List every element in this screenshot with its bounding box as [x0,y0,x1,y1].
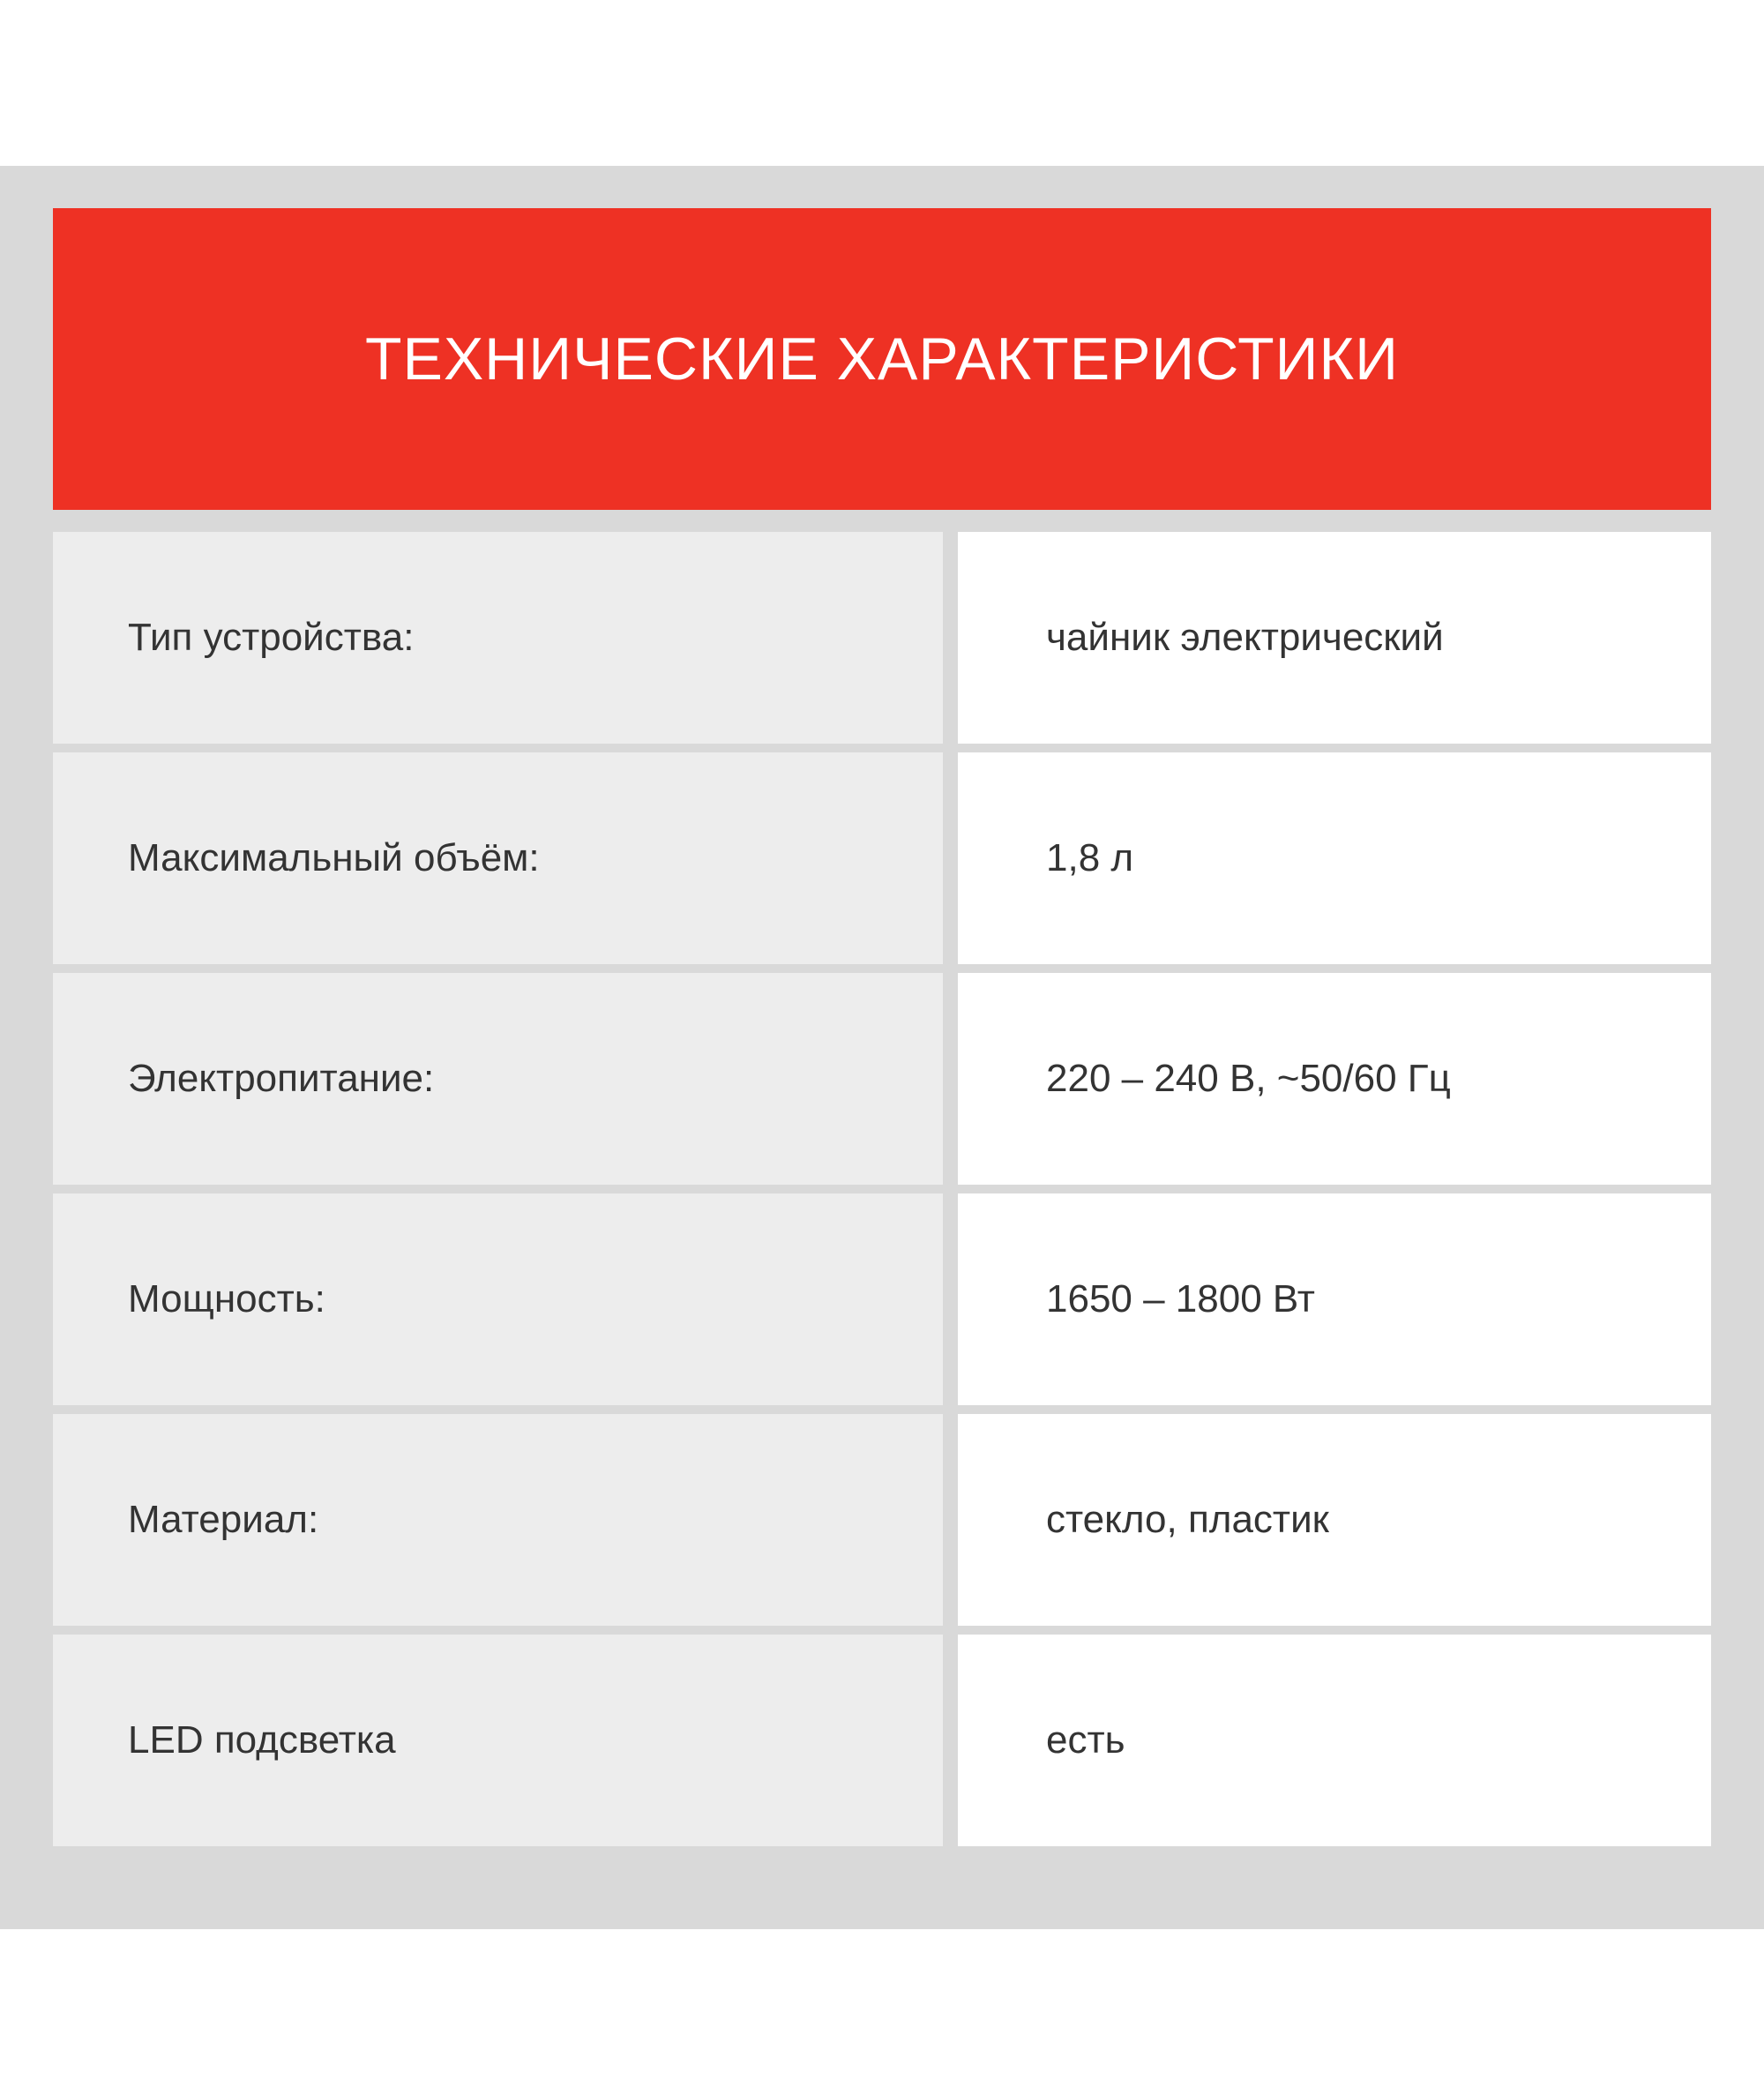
spec-label: Электропитание: [53,973,943,1185]
column-divider [943,1193,958,1405]
table-row [53,532,1711,744]
specs-table [53,532,1711,1846]
column-divider [943,973,958,1185]
page-title: ТЕХНИЧЕСКИЕ ХАРАКТЕРИСТИКИ [364,325,1400,393]
spec-label: LED подсветка [53,1635,943,1846]
spec-label: Материал: [53,1414,943,1626]
spec-value: есть [958,1635,1711,1846]
table-row [53,1635,1711,1846]
column-divider [943,532,958,744]
column-divider [943,1635,958,1846]
spec-value: 1650 – 1800 Вт [958,1193,1711,1405]
column-divider [943,1414,958,1626]
spec-value: 220 – 240 В, ~50/60 Гц [958,973,1711,1185]
table-row [53,752,1711,964]
specs-header [53,208,1711,510]
table-row [53,973,1711,1185]
column-divider [943,752,958,964]
spec-value: 1,8 л [958,752,1711,964]
table-row [53,1193,1711,1405]
specs-panel [0,166,1764,1929]
spec-label: Мощность: [53,1193,943,1405]
spec-value: чайник электрический [958,532,1711,744]
spec-value: стекло, пластик [958,1414,1711,1626]
spec-label: Тип устройства: [53,532,943,744]
spec-label: Максимальный объём: [53,752,943,964]
table-row [53,1414,1711,1626]
